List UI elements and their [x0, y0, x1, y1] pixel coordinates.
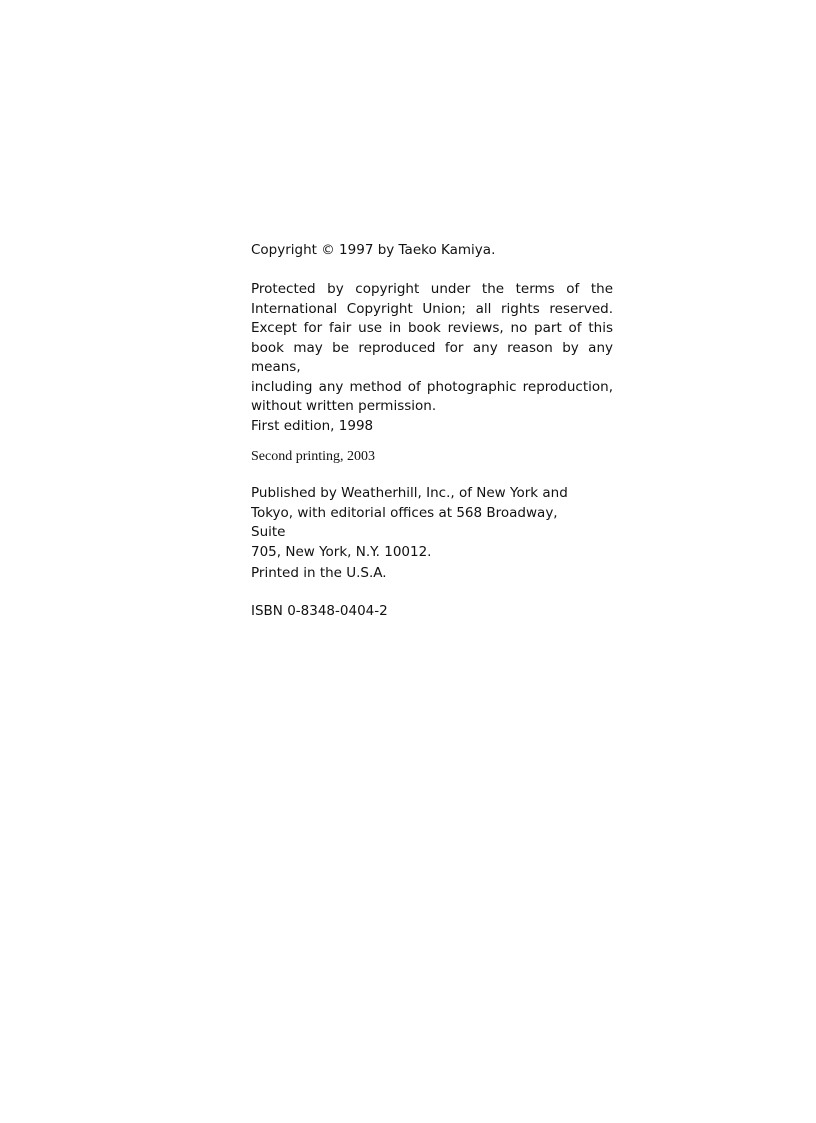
publisher-line: Tokyo, with editorial offices at 568 Broadway, Suite — [251, 504, 558, 540]
rights-line: International Copyright Union; all rights reserved. — [251, 300, 613, 317]
copyright-notice: Copyright © 1997 by Taeko Kamiya. — [251, 242, 496, 258]
first-edition: First edition, 1998 — [251, 418, 374, 434]
printed-in: Printed in the U.S.A. — [251, 565, 387, 581]
rights-line: Protected by copyright under the terms of the — [251, 281, 613, 297]
rights-line: Except for fair use in book reviews, no part of this — [251, 320, 613, 336]
rights-line: including any method of photographic reproduction, — [251, 378, 613, 395]
publisher-line: Published by Weatherhill, Inc., of New York and — [251, 485, 568, 501]
isbn-number: ISBN 0-8348-0404-2 — [251, 603, 388, 619]
rights-line: book may be reproduced for any reason by any means, — [251, 339, 613, 375]
rights-paragraph — [251, 280, 613, 417]
second-printing: Second printing, 2003 — [251, 449, 376, 464]
publisher-paragraph — [251, 484, 596, 562]
rights-line: without written permission. — [251, 398, 437, 414]
publisher-line: 705, New York, N.Y. 10012. — [251, 543, 432, 560]
